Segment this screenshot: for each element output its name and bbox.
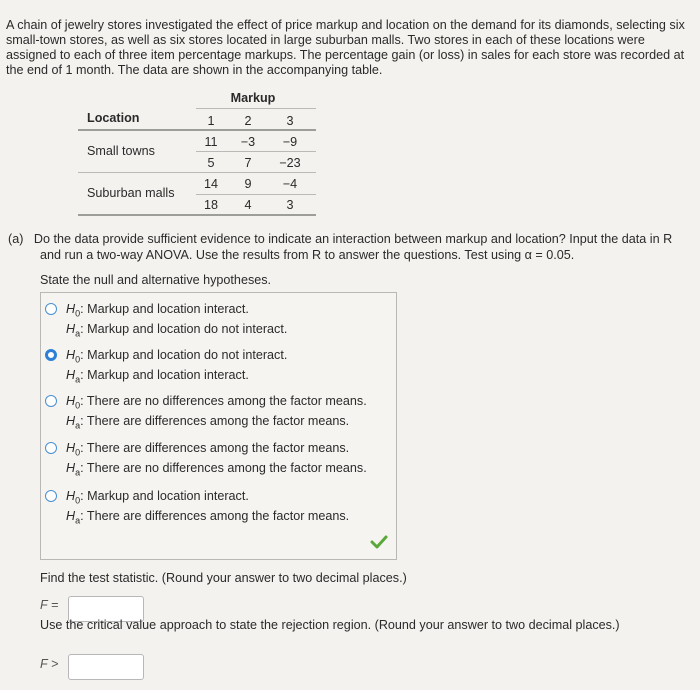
intro-line: assigned to each of three item percentage markups. The percentage gain (or loss) in sales for each store was recorded at bbox=[6, 48, 685, 62]
part-a-question bbox=[8, 231, 672, 263]
radio-button[interactable] bbox=[45, 395, 57, 407]
header-rule bbox=[196, 108, 316, 109]
group-label-suburban-malls: Suburban malls bbox=[87, 186, 175, 200]
table-cell: 4 bbox=[244, 198, 252, 212]
row-rule bbox=[196, 194, 316, 195]
ha-text: There are no differences among the factor means. bbox=[86, 461, 367, 475]
radio-button[interactable] bbox=[45, 303, 57, 315]
table-cell: 7 bbox=[244, 156, 252, 170]
table-cell: −23 bbox=[279, 156, 301, 170]
ha-text: Markup and location interact. bbox=[87, 368, 249, 382]
part-a-line1: Do the data provide sufficient evidence to indicate an interaction between markup and location? Input the data in R bbox=[33, 232, 673, 246]
h0-text: Markup and location interact. bbox=[87, 302, 249, 316]
group-label-small-towns: Small towns bbox=[87, 144, 155, 158]
f-greater-label: F > bbox=[40, 657, 59, 671]
table-cell: 5 bbox=[207, 156, 215, 170]
radio-button[interactable] bbox=[45, 442, 57, 454]
intro-line: A chain of jewelry stores investigated the effect of price markup and location on the demand for its diamonds, selecting six bbox=[6, 18, 685, 32]
rejection-region-row bbox=[40, 657, 58, 671]
table-cell: 11 bbox=[204, 135, 218, 149]
h0-text: There are no differences among the factor means. bbox=[86, 394, 367, 408]
header-bottom-rule bbox=[78, 129, 316, 131]
column-header: 2 bbox=[244, 114, 252, 128]
state-hypotheses-prompt: State the null and alternative hypotheses. bbox=[40, 273, 272, 287]
ha-text: There are differences among the factor means. bbox=[86, 414, 350, 428]
table-cell: 3 bbox=[286, 198, 294, 212]
f-statistic-row bbox=[40, 598, 58, 612]
group-rule bbox=[78, 172, 316, 173]
table-cell: 18 bbox=[203, 198, 218, 212]
h0-text: Markup and location interact. bbox=[87, 489, 249, 503]
column-header: 1 bbox=[207, 114, 215, 128]
h0-text: Markup and location do not interact. bbox=[87, 348, 288, 362]
h0-text: There are differences among the factor means. bbox=[86, 441, 350, 455]
markup-header: Markup bbox=[230, 91, 276, 105]
table-cell: −3 bbox=[240, 135, 256, 149]
ha-text: There are differences among the factor means. bbox=[86, 509, 350, 523]
rejection-region-input[interactable] bbox=[68, 654, 144, 680]
radio-button[interactable] bbox=[45, 490, 57, 502]
table-cell: 14 bbox=[203, 177, 218, 191]
table-cell: −9 bbox=[282, 135, 298, 149]
test-statistic-prompt: Find the test statistic. (Round your answer to two decimal places.) bbox=[40, 571, 407, 585]
intro-line: small-town stores, as well as six stores located in large suburban malls. Two stores in each of these locations were bbox=[6, 33, 645, 47]
critical-value-prompt: Use the critical value approach to state the rejection region. (Round your answer to two decimal places.) bbox=[40, 618, 620, 632]
problem-intro bbox=[6, 18, 696, 78]
row-rule bbox=[196, 151, 316, 152]
radio-button-selected[interactable] bbox=[45, 349, 57, 361]
checkmark-icon bbox=[370, 535, 388, 549]
part-a-line2: and run a two-way ANOVA. Use the results from R to answer the questions. Test using α = 0.05. bbox=[40, 248, 575, 262]
table-bottom-rule bbox=[78, 214, 316, 216]
f-equals-label: F = bbox=[40, 598, 59, 612]
table-cell: −4 bbox=[282, 177, 298, 191]
location-header: Location bbox=[87, 111, 140, 125]
ha-text: Markup and location do not interact. bbox=[87, 322, 288, 336]
intro-line: the end of 1 month. The data are shown in the accompanying table. bbox=[6, 63, 383, 77]
part-label: (a) bbox=[8, 232, 24, 246]
hypotheses-options: $H_0$: Markup and location interact. $H_a$: Markup and location do not interact. $H_0$: Markup and location do not interact. $H_a$: Markup and location interact. $H_0$: There are no differences among the factor means. $H_a$: There are differences among the factor means. $H_0$: There are differences among the factor means. $H_a$: There are no differences among the factor means. $H_0$: Markup and location interact. $H_a$: There are differences among the factor means. bbox=[40, 292, 397, 560]
table-cell: 9 bbox=[244, 177, 252, 191]
column-header: 3 bbox=[286, 114, 294, 128]
